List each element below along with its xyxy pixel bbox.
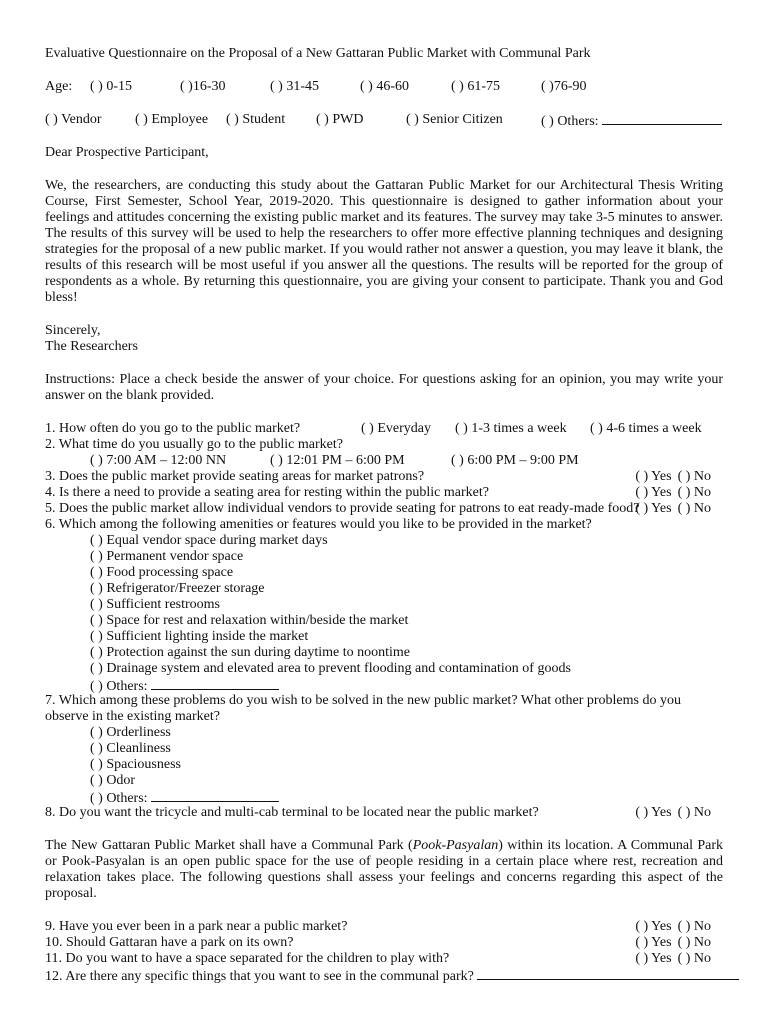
q10-yes[interactable]: ( ) Yes (635, 935, 672, 950)
q6-option-permanent-vendor[interactable]: ( ) Permanent vendor space (90, 549, 244, 564)
occupation-option-employee[interactable]: ( ) Employee (135, 112, 209, 127)
occupation-option-student[interactable]: ( ) Student (226, 112, 286, 127)
q6-others (45, 677, 723, 693)
question-8 (45, 805, 723, 821)
age-option-0-15[interactable]: ( ) 0-15 (90, 79, 132, 94)
q6-option-sun-protection[interactable]: ( ) Protection against the sun during daytime to noontime (90, 645, 410, 660)
occupation-others (541, 112, 722, 130)
question-1-text: 1. How often do you go to the public market? (45, 421, 301, 436)
instructions: Instructions: Place a check beside the answer of your choice. For questions asking for an opinion, you may write your answer on the blank provided. (45, 372, 723, 403)
q12-answer-blank[interactable] (477, 967, 739, 980)
closing: Sincerely, (45, 323, 101, 338)
question-4 (45, 485, 723, 501)
q10-no[interactable]: ( ) No (677, 935, 711, 950)
q2-option-afternoon[interactable]: ( ) 12:01 PM – 6:00 PM (270, 453, 405, 468)
intro-paragraph: We, the researchers, are conducting this study about the Gattaran Public Market for our Architectural Thesis Writing Course, First Semester, School Year, 2019-2020. This questionnaire is designed to gather information about your feelings and attitudes concerning the existing public market and its features. The survey may take 3-5 minutes to answer. The results of this survey will be used to help the researchers to offer more effective planning techniques and designing strategies for the proposal of a new public market. If you would rather not answer a question, you may leave it blank, the results of this research will be most useful if you answer all the questions. The results will be reported for the group of respondents as a whole. By returning this questionnaire, you are giving your consent to participate. Thank you and God bless! (45, 178, 723, 305)
q6-option-lighting[interactable]: ( ) Sufficient lighting inside the market (90, 629, 309, 644)
question-3 (45, 469, 723, 485)
question-10-text: 10. Should Gattaran have a park on its own? (45, 935, 294, 950)
page-title: Evaluative Questionnaire on the Proposal of a New Gattaran Public Market with Communal Park (45, 46, 591, 61)
question-10 (45, 935, 723, 951)
q7-option-spaciousness[interactable]: ( ) Spaciousness (90, 757, 181, 772)
age-option-46-60[interactable]: ( ) 46-60 (360, 79, 409, 94)
park-intro-after: ) within its location. A Communal Park or Pook-Pasyalan is an open public space for the use of people residing in a certain place where rest, recreation and relaxation takes place. The following questions shall assess your feelings and concerns regarding this aspect of the proposal. (45, 838, 724, 901)
q1-option-1-3[interactable]: ( ) 1-3 times a week (455, 421, 567, 436)
q1-option-4-6[interactable]: ( ) 4-6 times a week (590, 421, 702, 436)
question-3-text: 3. Does the public market provide seating areas for market patrons? (45, 469, 425, 484)
age-option-61-75[interactable]: ( ) 61-75 (451, 79, 500, 94)
q4-yes[interactable]: ( ) Yes (635, 485, 672, 500)
occupation-row (45, 112, 723, 128)
occupation-option-others[interactable]: ( ) Others: (541, 114, 599, 129)
park-intro-term: Pook-Pasyalan (412, 838, 499, 853)
q7-option-orderliness[interactable]: ( ) Orderliness (90, 725, 171, 740)
q2-option-morning[interactable]: ( ) 7:00 AM – 12:00 NN (90, 453, 227, 468)
q6-option-food-processing[interactable]: ( ) Food processing space (90, 565, 234, 580)
occupation-option-vendor[interactable]: ( ) Vendor (45, 112, 102, 127)
q5-no[interactable]: ( ) No (677, 501, 711, 516)
question-2-text: 2. What time do you usually go to the public market? (45, 437, 343, 452)
question-12-text: 12. Are there any specific things that you want to see in the communal park? (45, 969, 474, 984)
q3-no[interactable]: ( ) No (677, 469, 711, 484)
question-4-text: 4. Is there a need to provide a seating area for resting within the public market? (45, 485, 489, 500)
question-5-text: 5. Does the public market allow individual vendors to provide seating for patrons to eat ready-made food? (45, 501, 640, 516)
q7-others-blank[interactable] (151, 789, 279, 802)
greeting: Dear Prospective Participant, (45, 145, 209, 160)
question-11 (45, 951, 723, 967)
age-option-16-30[interactable]: ( )16-30 (180, 79, 226, 94)
question-5 (45, 501, 723, 517)
question-2-options (45, 453, 723, 469)
age-row (45, 79, 723, 95)
question-11-text: 11. Do you want to have a space separated for the children to play with? (45, 951, 450, 966)
q6-option-refrigerator[interactable]: ( ) Refrigerator/Freezer storage (90, 581, 265, 596)
q6-option-drainage[interactable]: ( ) Drainage system and elevated area to prevent flooding and contamination of goods (90, 661, 571, 676)
q4-no[interactable]: ( ) No (677, 485, 711, 500)
question-12 (45, 967, 723, 983)
q8-yes[interactable]: ( ) Yes (635, 805, 672, 820)
signature: The Researchers (45, 339, 138, 354)
q6-option-rest-space[interactable]: ( ) Space for rest and relaxation within/beside the market (90, 613, 409, 628)
q3-yes[interactable]: ( ) Yes (635, 469, 672, 484)
q1-option-everyday[interactable]: ( ) Everyday (361, 421, 431, 436)
q5-yes[interactable]: ( ) Yes (635, 501, 672, 516)
q6-option-equal-vendor[interactable]: ( ) Equal vendor space during market days (90, 533, 328, 548)
q6-option-restrooms[interactable]: ( ) Sufficient restrooms (90, 597, 220, 612)
question-9-text: 9. Have you ever been in a park near a public market? (45, 919, 348, 934)
park-intro-before: The New Gattaran Public Market shall have a Communal Park ( (45, 838, 413, 853)
question-6-text: 6. Which among the following amenities or features would you like to be provided in the market? (45, 517, 592, 532)
q7-others (45, 789, 723, 805)
age-option-31-45[interactable]: ( ) 31-45 (270, 79, 319, 94)
occupation-others-blank[interactable] (602, 112, 722, 125)
q8-no[interactable]: ( ) No (677, 805, 711, 820)
q9-no[interactable]: ( ) No (677, 919, 711, 934)
q11-yes[interactable]: ( ) Yes (635, 951, 672, 966)
q11-no[interactable]: ( ) No (677, 951, 711, 966)
q7-option-others[interactable]: ( ) Others: (90, 791, 148, 806)
age-option-76-90[interactable]: ( )76-90 (541, 79, 587, 94)
q6-option-others[interactable]: ( ) Others: (90, 679, 148, 694)
question-9 (45, 919, 723, 935)
q7-option-odor[interactable]: ( ) Odor (90, 773, 136, 788)
q9-yes[interactable]: ( ) Yes (635, 919, 672, 934)
age-label: Age: (45, 79, 73, 94)
occupation-option-senior[interactable]: ( ) Senior Citizen (406, 112, 503, 127)
q7-option-cleanliness[interactable]: ( ) Cleanliness (90, 741, 171, 756)
q2-option-evening[interactable]: ( ) 6:00 PM – 9:00 PM (451, 453, 579, 468)
questionnaire-page (45, 46, 723, 983)
question-1 (45, 421, 723, 437)
q6-others-blank[interactable] (151, 677, 279, 690)
question-7-text: 7. Which among these problems do you wish to be solved in the new public market? What other problems do you observe in the existing market? (45, 693, 681, 724)
park-intro-paragraph (45, 838, 723, 902)
question-8-text: 8. Do you want the tricycle and multi-cab terminal to be located near the public market? (45, 805, 539, 820)
occupation-option-pwd[interactable]: ( ) PWD (316, 112, 364, 127)
